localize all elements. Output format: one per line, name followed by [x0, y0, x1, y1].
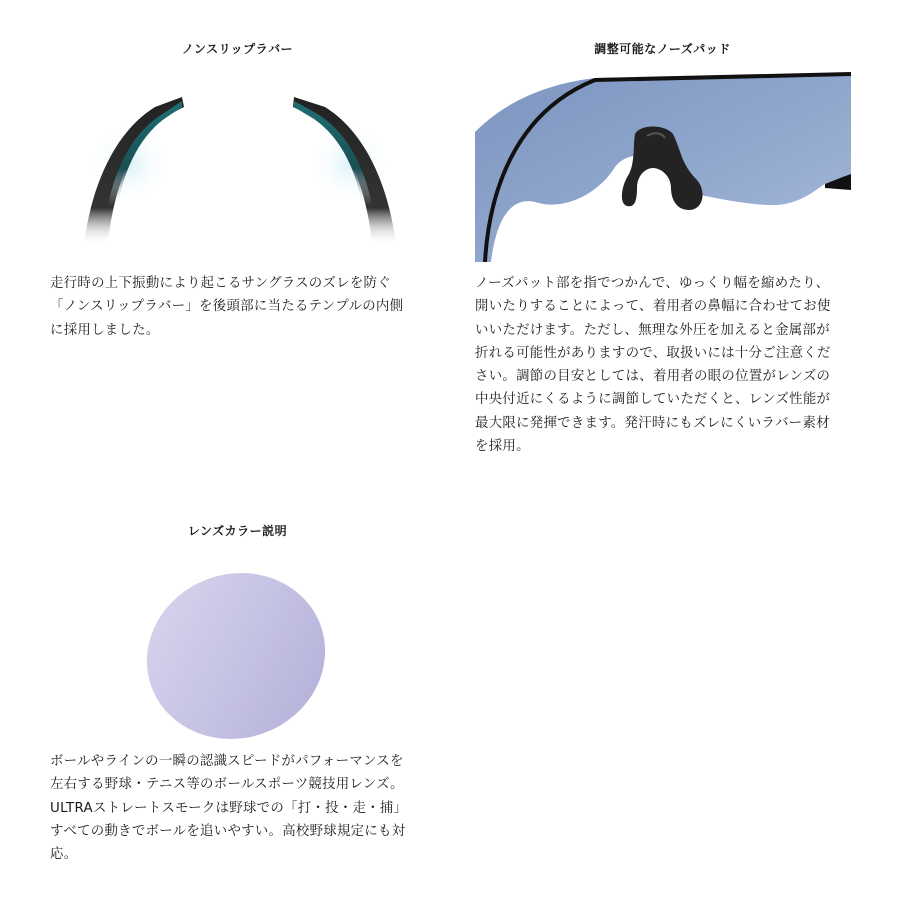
section-text-nose-pad: ノーズパット部を指でつかんで、ゆっくり幅を縮めたり、 開いたりすることによって、着用者の鼻幅に合わせてお使 いいただけます。ただし、無理な外圧を加えると金属部が 折れる可能性がありますので、取扱いには十分ご注意くだ さい。調節の目安としては、着用者の眼の位置がレンズの 中央付近にくるように調節していただくと、レンズ性能が 最大限に発揮できます。発汗時にもズレにくいラバー素材 を採用。 [475, 276, 831, 455]
lens-color-swatch [138, 570, 338, 745]
section-text-nonslip-rubber: 走行時の上下振動により起こるサングラスのズレを防ぐ 「ノンスリップラバー」を後頭部に当たるテンプルの内側 に採用しました。 [50, 276, 404, 338]
nose-pad-image [475, 72, 851, 262]
section-title-nose-pad: 調整可能なノーズパッド [594, 42, 731, 56]
section-text-lens-color: ボールやラインの一瞬の認識スピードがパフォーマンスを 左右する野球・テニス等のボールスポーツ競技用レンズ。 ULTRAストレートスモークは野球での「打・投・走・捕」 すべての動きでボールを追いやすい。高校野球規定にも対 応。 [50, 754, 408, 863]
right-temple-icon [293, 97, 396, 245]
section-title-lens-color: レンズカラー説明 [187, 524, 288, 538]
left-temple-icon [84, 97, 184, 245]
temple-rubber-image [60, 85, 420, 255]
section-title-nonslip-rubber: ノンスリップラバー [181, 42, 294, 56]
